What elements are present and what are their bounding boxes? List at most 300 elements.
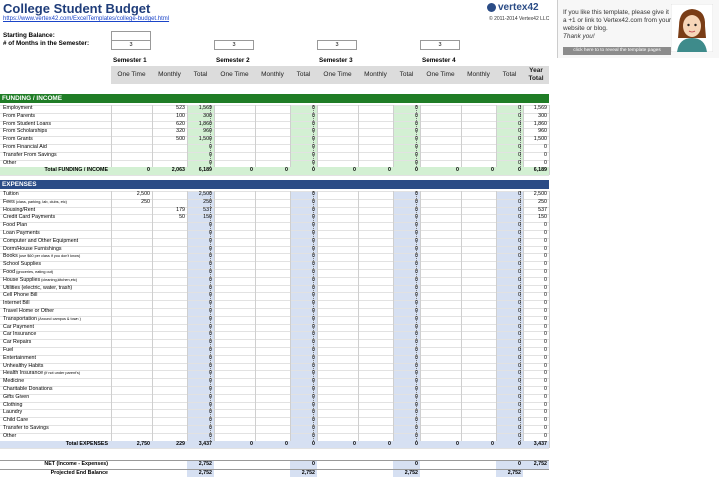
funding-year-total-cell: 960 xyxy=(538,128,547,135)
expenses-total-sem3-total: 0 xyxy=(415,440,418,447)
expenses-total-label: Total EXPENSES xyxy=(65,440,108,447)
funding-row-line xyxy=(0,175,549,176)
funding-monthly-cell[interactable] xyxy=(152,144,187,152)
expenses-year-total-cell: 0 xyxy=(544,284,547,291)
expenses-sem3-total-cell: 0 xyxy=(415,315,418,322)
expenses-monthly-cell[interactable] xyxy=(152,324,187,332)
funding-total-sem2-total: 0 xyxy=(312,167,315,174)
expenses-sem4-total-cell: 0 xyxy=(518,370,521,377)
expenses-monthly-cell[interactable] xyxy=(152,300,187,308)
expenses-sem1-total-cell: 0 xyxy=(209,370,212,377)
expenses-sem3-total-cell: 0 xyxy=(415,409,418,416)
funding-total-monthly: 2,063 xyxy=(171,167,185,174)
funding-sem1-total-cell: 960 xyxy=(203,128,212,135)
expenses-sem2-total-cell: 0 xyxy=(312,261,315,268)
funding-sem2-total-cell: 0 xyxy=(312,128,315,135)
expenses-sem2-total-cell: 0 xyxy=(312,331,315,338)
funding-sem1-total-cell: 0 xyxy=(209,144,212,150)
expenses-sem3-total-cell: 0 xyxy=(415,245,418,252)
expenses-row-label: Housing/Rent xyxy=(3,206,36,213)
expenses-year-total-cell: 0 xyxy=(544,401,547,408)
funding-sem3-total-cell: 0 xyxy=(415,105,418,111)
expenses-sem4-total-cell: 0 xyxy=(518,191,521,197)
expenses-year-total-cell: 0 xyxy=(544,362,547,369)
expenses-monthly-cell[interactable] xyxy=(152,363,187,371)
months-input-sem2[interactable]: 3 xyxy=(214,40,254,50)
expenses-one-time-cell[interactable] xyxy=(111,261,152,269)
expenses-one-time-cell[interactable] xyxy=(111,214,152,222)
expenses-row xyxy=(0,386,549,394)
expenses-sem3-total-cell: 0 xyxy=(415,261,418,268)
expenses-monthly-cell[interactable] xyxy=(152,331,187,339)
expenses-one-time-cell[interactable] xyxy=(111,433,152,441)
expenses-sem3-total-cell: 0 xyxy=(415,362,418,369)
expenses-total-sem2-one-time: 0 xyxy=(250,440,253,447)
funding-sem2-total-cell: 0 xyxy=(312,105,315,111)
expenses-total-year: 3,437 xyxy=(533,440,547,447)
expenses-row-label: Medicine xyxy=(3,378,25,385)
expenses-monthly-cell[interactable] xyxy=(152,253,187,261)
expenses-row xyxy=(0,402,549,410)
expenses-sem4-total-cell: 0 xyxy=(518,425,521,431)
expenses-monthly-cell[interactable] xyxy=(152,246,187,254)
expenses-sem2-total-cell: 0 xyxy=(312,315,315,322)
expenses-one-time-cell[interactable] xyxy=(111,207,152,215)
expenses-sem1-total-cell: 0 xyxy=(209,378,212,385)
expenses-year-total-cell: 0 xyxy=(544,378,547,385)
expenses-monthly-cell[interactable]: 50 xyxy=(179,214,185,221)
expenses-sem2-total-cell: 0 xyxy=(312,417,315,424)
expenses-sem2-total-cell: 0 xyxy=(312,206,315,213)
expenses-one-time-cell[interactable] xyxy=(111,246,152,254)
sem1-total-header: Total xyxy=(187,66,214,84)
funding-one-time-cell[interactable] xyxy=(111,105,152,113)
expenses-monthly-cell[interactable] xyxy=(152,378,187,386)
expenses-sem4-total-cell: 0 xyxy=(518,401,521,408)
expenses-one-time-cell[interactable]: 2,500 xyxy=(136,191,150,197)
funding-row-label: From Grants xyxy=(3,136,33,143)
expenses-year-total-cell: 0 xyxy=(544,347,547,353)
funding-total-sem4-one-time: 0 xyxy=(456,167,459,174)
funding-sem1-total-cell: 1,569 xyxy=(198,105,212,111)
expenses-sem2-total-cell: 0 xyxy=(312,230,315,236)
expenses-sem3-total-cell: 0 xyxy=(415,300,418,307)
expenses-row xyxy=(0,339,549,347)
expenses-row xyxy=(0,425,549,433)
expenses-year-total-cell: 0 xyxy=(544,386,547,392)
expenses-one-time-cell[interactable] xyxy=(111,277,152,285)
expenses-sem2-total-cell: 0 xyxy=(312,432,315,439)
expenses-sem1-total-cell: 0 xyxy=(209,308,212,314)
funding-row-label: Transfer From Savings xyxy=(3,151,57,158)
expenses-row xyxy=(0,292,549,300)
expenses-row xyxy=(0,230,549,238)
expenses-one-time-cell[interactable] xyxy=(111,230,152,238)
expenses-monthly-cell[interactable] xyxy=(152,191,187,199)
expenses-one-time-cell[interactable] xyxy=(111,324,152,332)
expenses-row xyxy=(0,300,549,308)
expenses-monthly-cell[interactable] xyxy=(152,409,187,417)
funding-sem1-total-cell: 1,860 xyxy=(198,120,212,127)
funding-row-label: Employment xyxy=(3,105,33,111)
expenses-monthly-cell[interactable] xyxy=(152,355,187,363)
expenses-row xyxy=(0,214,549,222)
expenses-monthly-cell[interactable] xyxy=(152,269,187,277)
sem3-one-time-header: One Time xyxy=(317,66,358,84)
funding-row xyxy=(0,105,549,113)
funding-total-sem3-total: 0 xyxy=(415,167,418,174)
funding-section-band: FUNDING / INCOME xyxy=(0,94,549,103)
expenses-one-time-cell[interactable] xyxy=(111,331,152,339)
expenses-row-label: School Supplies xyxy=(3,261,41,268)
expenses-row-label: Cell Phone Bill xyxy=(3,292,38,299)
expenses-year-total-cell: 0 xyxy=(544,245,547,252)
funding-sem4-total-cell: 0 xyxy=(518,120,521,127)
expenses-year-total-cell: 0 xyxy=(544,409,547,416)
funding-sem4-total-cell: 0 xyxy=(518,105,521,111)
funding-col-line xyxy=(549,105,550,175)
expenses-row-label: Gifts Given xyxy=(3,393,30,400)
expenses-sem1-total-cell: 0 xyxy=(209,401,212,408)
funding-monthly-cell[interactable] xyxy=(152,160,187,168)
funding-sem3-total-cell: 0 xyxy=(415,144,418,150)
funding-year-total-cell: 1,569 xyxy=(533,105,547,111)
expenses-row-label: Utilities (electric, water, trash) xyxy=(3,284,73,291)
expenses-monthly-cell[interactable] xyxy=(152,308,187,316)
months-input-sem4[interactable]: 3 xyxy=(420,40,460,50)
expenses-row-label: Travel Home or Other xyxy=(3,308,55,314)
expenses-row xyxy=(0,324,549,332)
net-row xyxy=(0,460,549,469)
expenses-row-label: Car Insurance xyxy=(3,331,37,338)
expenses-sem2-total-cell: 0 xyxy=(312,253,315,260)
expenses-row-label: Loan Payments xyxy=(3,230,40,236)
expenses-sem4-total-cell: 0 xyxy=(518,206,521,213)
funding-one-time-cell[interactable] xyxy=(111,160,152,168)
net-sem4: 0 xyxy=(496,461,523,469)
expenses-one-time-cell[interactable] xyxy=(111,378,152,386)
funding-sem2-total-cell: 0 xyxy=(312,120,315,127)
funding-monthly-cell[interactable]: 523 xyxy=(176,105,185,111)
expenses-sem1-total-cell: 0 xyxy=(209,354,212,361)
expenses-sem3-total-cell: 0 xyxy=(415,284,418,291)
expenses-one-time-cell[interactable] xyxy=(111,347,152,355)
expenses-year-total-cell: 0 xyxy=(544,261,547,268)
expenses-sem1-total-cell: 537 xyxy=(203,206,212,213)
expenses-row-label: Food Plan xyxy=(3,222,28,229)
funding-monthly-cell[interactable]: 620 xyxy=(176,120,185,127)
expenses-sem3-total-cell: 0 xyxy=(415,347,418,353)
expenses-one-time-cell[interactable]: 250 xyxy=(141,198,150,205)
expenses-sem2-total-cell: 0 xyxy=(312,292,315,299)
expenses-sem2-total-cell: 0 xyxy=(312,214,315,221)
expenses-year-total-cell: 0 xyxy=(544,323,547,330)
expenses-sem1-total-cell: 0 xyxy=(209,284,212,291)
expenses-one-time-cell[interactable] xyxy=(111,425,152,433)
expenses-sem1-total-cell: 0 xyxy=(209,261,212,268)
expenses-monthly-cell[interactable] xyxy=(152,199,187,207)
expenses-sem4-total-cell: 0 xyxy=(518,222,521,229)
promo-panel xyxy=(557,0,719,58)
expenses-monthly-cell[interactable] xyxy=(152,277,187,285)
funding-total-sem2-one-time: 0 xyxy=(250,167,253,174)
expenses-total-sem1: 3,437 xyxy=(198,440,212,447)
expenses-monthly-cell[interactable] xyxy=(152,417,187,425)
expenses-one-time-cell[interactable] xyxy=(111,402,152,410)
expenses-sem1-total-cell: 0 xyxy=(209,432,212,439)
expenses-one-time-cell[interactable] xyxy=(111,238,152,246)
expenses-row-label: Dorm/House Furnishings xyxy=(3,245,62,252)
expenses-monthly-cell[interactable] xyxy=(152,292,187,300)
expenses-row-label: Car Repairs xyxy=(3,339,32,346)
months-input-sem1[interactable]: 3 xyxy=(111,40,151,50)
funding-total-sem3-one-time: 0 xyxy=(353,167,356,174)
expenses-sem3-total-cell: 0 xyxy=(415,214,418,221)
expenses-one-time-cell[interactable] xyxy=(111,292,152,300)
expenses-sem2-total-cell: 0 xyxy=(312,378,315,385)
expenses-row xyxy=(0,222,549,230)
expenses-monthly-cell[interactable] xyxy=(152,238,187,246)
expenses-one-time-cell[interactable] xyxy=(111,394,152,402)
expenses-sem1-total-cell: 0 xyxy=(209,222,212,229)
sem3-total-header: Total xyxy=(393,66,420,84)
funding-row xyxy=(0,152,549,160)
expenses-year-total-cell: 2,500 xyxy=(533,191,547,197)
expenses-sem2-total-cell: 0 xyxy=(312,308,315,314)
expenses-year-total-cell: 0 xyxy=(544,354,547,361)
expenses-sem1-total-cell: 0 xyxy=(209,425,212,431)
expenses-sem3-total-cell: 0 xyxy=(415,393,418,400)
expenses-one-time-cell[interactable] xyxy=(111,316,152,324)
expenses-one-time-cell[interactable] xyxy=(111,222,152,230)
expenses-monthly-cell[interactable] xyxy=(152,339,187,347)
expenses-sem1-total-cell: 0 xyxy=(209,315,212,322)
funding-sem4-total-cell: 0 xyxy=(518,128,521,135)
reveal-pages-button[interactable]: click here to to reveal the template pages xyxy=(563,47,671,55)
expenses-monthly-cell[interactable] xyxy=(152,222,187,230)
page-title: College Student Budget xyxy=(3,1,151,16)
year-total-header: Year Total xyxy=(523,66,549,84)
net-sem3: 0 xyxy=(393,461,420,469)
funding-total-sem4-monthly: 0 xyxy=(491,167,494,174)
expenses-one-time-cell[interactable] xyxy=(111,339,152,347)
expenses-monthly-cell[interactable] xyxy=(152,316,187,324)
expenses-monthly-cell[interactable] xyxy=(152,402,187,410)
expenses-one-time-cell[interactable] xyxy=(111,417,152,425)
expenses-one-time-cell[interactable] xyxy=(111,253,152,261)
funding-monthly-cell[interactable]: 320 xyxy=(176,128,185,135)
net-sem2: 0 xyxy=(290,461,317,469)
expenses-sem1-total-cell: 2,500 xyxy=(198,191,212,197)
expenses-sem2-total-cell: 0 xyxy=(312,347,315,353)
funding-sem4-total-cell: 0 xyxy=(518,136,521,143)
expenses-monthly-cell[interactable] xyxy=(152,370,187,378)
cartoon-avatar-icon xyxy=(671,4,713,52)
template-link[interactable]: https://www.vertex42.com/ExcelTemplates/college-budget.html xyxy=(3,16,170,22)
expenses-sem2-total-cell: 0 xyxy=(312,269,315,275)
funding-row xyxy=(0,128,549,136)
expenses-sem3-total-cell: 0 xyxy=(415,401,418,408)
funding-one-time-cell[interactable] xyxy=(111,113,152,121)
expenses-total-sem4-total: 0 xyxy=(518,440,521,447)
expenses-year-total-cell: 0 xyxy=(544,308,547,314)
sem4-one-time-header: One Time xyxy=(420,66,461,84)
expenses-one-time-cell[interactable] xyxy=(111,409,152,417)
expenses-sem2-total-cell: 0 xyxy=(312,191,315,197)
expenses-row-label: Credit Card Payments xyxy=(3,214,56,221)
expenses-year-total-cell: 0 xyxy=(544,292,547,299)
expenses-sem2-total-cell: 0 xyxy=(312,222,315,229)
logo-icon xyxy=(487,3,496,12)
expenses-year-total-cell: 0 xyxy=(544,425,547,431)
expenses-monthly-cell[interactable] xyxy=(152,347,187,355)
expenses-sem1-total-cell: 0 xyxy=(209,237,212,244)
projected-sem4: 2,752 xyxy=(496,470,523,478)
expenses-one-time-cell[interactable] xyxy=(111,370,152,378)
expenses-row-label: Child Care xyxy=(3,417,29,424)
expenses-sem4-total-cell: 0 xyxy=(518,284,521,291)
expenses-sem3-total-cell: 0 xyxy=(415,206,418,213)
funding-sem3-total-cell: 0 xyxy=(415,151,418,158)
funding-monthly-cell[interactable] xyxy=(152,152,187,160)
expenses-row-label: Unhealthy Habits xyxy=(3,362,44,369)
expenses-monthly-cell[interactable] xyxy=(152,386,187,394)
expenses-sem3-total-cell: 0 xyxy=(415,237,418,244)
expenses-sem1-total-cell: 0 xyxy=(209,230,212,236)
expenses-sem4-total-cell: 0 xyxy=(518,378,521,385)
expenses-row xyxy=(0,363,549,371)
expenses-one-time-cell[interactable] xyxy=(111,363,152,371)
net-label: NET (Income - Expenses) xyxy=(44,461,108,467)
net-year: 2,752 xyxy=(523,461,549,469)
funding-monthly-cell[interactable]: 100 xyxy=(176,112,185,119)
expenses-one-time-cell[interactable] xyxy=(111,386,152,394)
expenses-row xyxy=(0,238,549,246)
expenses-sem1-total-cell: 0 xyxy=(209,362,212,369)
expenses-year-total-cell: 0 xyxy=(544,432,547,439)
sem4-total-header: Total xyxy=(496,66,523,84)
expenses-sem3-total-cell: 0 xyxy=(415,378,418,385)
expenses-sem2-total-cell: 0 xyxy=(312,339,315,346)
promo-text: If you like this template, please give it a +1 or link to Vertex42.com from your website or blog. Thank you! xyxy=(563,9,672,40)
expenses-one-time-cell[interactable] xyxy=(111,300,152,308)
expenses-row xyxy=(0,199,549,207)
expenses-sem4-total-cell: 0 xyxy=(518,417,521,424)
expenses-sem1-total-cell: 0 xyxy=(209,292,212,299)
expenses-row xyxy=(0,253,549,261)
expenses-year-total-cell: 0 xyxy=(544,339,547,346)
funding-one-time-cell[interactable] xyxy=(111,136,152,144)
sem2-monthly-header: Monthly xyxy=(255,66,290,84)
funding-row-label: From Student Loans xyxy=(3,120,51,127)
expenses-col-line xyxy=(549,191,550,448)
expenses-monthly-cell[interactable]: 179 xyxy=(176,206,185,213)
funding-sem1-total-cell: 1,500 xyxy=(198,136,212,143)
funding-one-time-cell[interactable] xyxy=(111,144,152,152)
funding-one-time-cell[interactable] xyxy=(111,128,152,136)
expenses-row xyxy=(0,261,549,269)
expenses-row xyxy=(0,316,549,324)
expenses-sem4-total-cell: 0 xyxy=(518,347,521,353)
expenses-row-label: Books (use $60 per class if you don't know) xyxy=(3,253,81,260)
expenses-sem1-total-cell: 0 xyxy=(209,393,212,400)
expenses-sem3-total-cell: 0 xyxy=(415,417,418,424)
expenses-sem1-total-cell: 0 xyxy=(209,323,212,330)
expenses-sem2-total-cell: 0 xyxy=(312,300,315,307)
expenses-sem2-total-cell: 0 xyxy=(312,323,315,330)
expenses-year-total-cell: 0 xyxy=(544,253,547,260)
expenses-sem4-total-cell: 0 xyxy=(518,292,521,299)
funding-sem3-total-cell: 0 xyxy=(415,112,418,119)
expenses-row-label: Internet Bill xyxy=(3,300,30,307)
expenses-year-total-cell: 0 xyxy=(544,315,547,322)
funding-one-time-cell[interactable] xyxy=(111,152,152,160)
expenses-row xyxy=(0,347,549,355)
expenses-monthly-cell[interactable] xyxy=(152,261,187,269)
sem1-one-time-header: One Time xyxy=(111,66,152,84)
funding-total-sem3-monthly: 0 xyxy=(388,167,391,174)
funding-sem3-total-cell: 0 xyxy=(415,120,418,127)
expenses-row-label: Transportation (Around campus & town ) xyxy=(3,315,81,322)
expenses-sem3-total-cell: 0 xyxy=(415,339,418,346)
expenses-sem2-total-cell: 0 xyxy=(312,198,315,205)
months-label: # of Months in the Semester: xyxy=(3,40,90,47)
expenses-sem3-total-cell: 0 xyxy=(415,222,418,229)
expenses-one-time-cell[interactable] xyxy=(111,269,152,277)
expenses-one-time-cell[interactable] xyxy=(111,308,152,316)
expenses-sem2-total-cell: 0 xyxy=(312,425,315,431)
expenses-sem2-total-cell: 0 xyxy=(312,237,315,244)
starting-balance-label: Starting Balance: xyxy=(3,32,55,39)
funding-year-total-cell: 0 xyxy=(544,159,547,166)
expenses-sem1-total-cell: 0 xyxy=(209,253,212,260)
expenses-year-total-cell: 0 xyxy=(544,269,547,275)
months-input-sem3[interactable]: 3 xyxy=(317,40,357,50)
funding-one-time-cell[interactable] xyxy=(111,121,152,129)
expenses-one-time-cell[interactable] xyxy=(111,355,152,363)
projected-label: Projected End Balance xyxy=(50,469,108,476)
funding-monthly-cell[interactable]: 500 xyxy=(176,136,185,143)
expenses-row-label: Entertainment xyxy=(3,354,36,361)
expenses-sem4-total-cell: 0 xyxy=(518,315,521,322)
funding-sem2-total-cell: 0 xyxy=(312,144,315,150)
expenses-sem4-total-cell: 0 xyxy=(518,261,521,268)
expenses-year-total-cell: 537 xyxy=(538,206,547,213)
expenses-sem4-total-cell: 0 xyxy=(518,393,521,400)
funding-total-row xyxy=(0,167,549,175)
expenses-year-total-cell: 0 xyxy=(544,331,547,338)
expenses-sem1-total-cell: 250 xyxy=(203,198,212,205)
expenses-sem3-total-cell: 0 xyxy=(415,269,418,275)
expenses-sem3-total-cell: 0 xyxy=(415,198,418,205)
expenses-monthly-cell[interactable] xyxy=(152,285,187,293)
expenses-monthly-cell[interactable] xyxy=(152,433,187,441)
expenses-row xyxy=(0,277,549,285)
funding-total-sem4-total: 0 xyxy=(518,167,521,174)
expenses-sem4-total-cell: 0 xyxy=(518,269,521,275)
expenses-row xyxy=(0,355,549,363)
expenses-monthly-cell[interactable] xyxy=(152,394,187,402)
expenses-sem1-total-cell: 0 xyxy=(209,339,212,346)
expenses-monthly-cell[interactable] xyxy=(152,230,187,238)
expenses-row xyxy=(0,246,549,254)
funding-sem1-total-cell: 0 xyxy=(209,159,212,166)
expenses-sem4-total-cell: 0 xyxy=(518,409,521,416)
expenses-one-time-cell[interactable] xyxy=(111,285,152,293)
expenses-monthly-cell[interactable] xyxy=(152,425,187,433)
expenses-row xyxy=(0,370,549,378)
funding-sem2-total-cell: 0 xyxy=(312,159,315,166)
